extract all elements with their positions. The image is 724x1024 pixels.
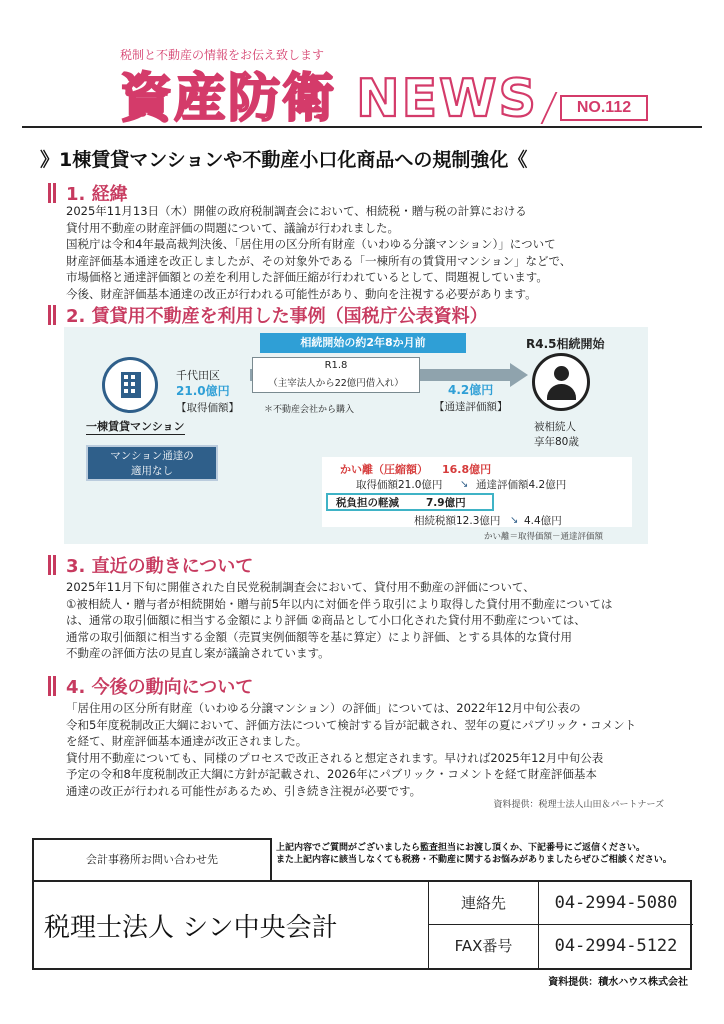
arrow-down-icon: ↘ [460, 479, 469, 490]
contact-note-line-1: 上記内容でご質問がございましたら監査担当にお渡し頂くか、下記番号にご返信ください。 [276, 843, 646, 853]
gap-value: 16.8億円 [442, 463, 492, 476]
eval-row: 通達評価額4.2億円 [476, 479, 567, 491]
section-3-title: 3. 直近の動きについて [48, 552, 253, 578]
timeline-arrow-head [510, 363, 528, 387]
acquire-label: 【取得価額】 [176, 402, 239, 414]
location: 千代田区 [176, 369, 220, 382]
rule-badge-line-2: 適用なし [131, 465, 173, 477]
contact-note-line-2: また上記内容に該当しなくても税務・不動産に関するお悩みがありましたらぜひご相談ください。 [276, 855, 672, 865]
issue-number: NO.112 [560, 95, 648, 121]
section-4-body: 「居住用の区分所有財産（いわゆる分譲マンション）の評価」については、2022年12月中旬公表の 令和5年度税制改正大綱において、評価方法について検討する旨が記載され、翌年の夏にパブリック・コメント を経て、財産評価基本通達が改正されました。 貸付用不動産についても、同様のプロセスで改正されると想定されます。早ければ2025年12月中旬公表 予定の令和8年度税制改正大綱に方針が記載され、2026年にパブリック・コメントを経て財産評価基本 通達の改正が行われる可能性があるため、引き続き注視が必要です。 [66, 701, 637, 798]
page-headline: 》1棟賃貸マンションや不動産小口化商品への規制強化《 [40, 149, 528, 171]
footer-source: 資料提供：積水ハウス株式会社 [548, 977, 688, 988]
tax-after: 4.4億円 [524, 515, 562, 527]
section-2-title: 2. 賃貸用不動産を利用した事例（国税庁公表資料） [48, 302, 488, 328]
tsutatsu-value: 4.2億円 [448, 383, 494, 397]
section-1-title: 1. 経緯 [48, 180, 128, 206]
gap-label: かい離（圧縮額） [340, 463, 428, 476]
case-diagram [64, 327, 648, 544]
acquire-value: 21.0億円 [176, 384, 230, 398]
section-3-body: 2025年11月下旬に開催された自民党税制調査会において、貸付用不動産の評価について、 ①被相続人・贈与者が相続開始・贈与前5年以内に対価を伴う取引により取得した貸付用不動産については は、通常の取引価額に相当する金額により評価 ②商品として小口化された貸付用不動産については、 通常の取引価額に相当する金額（売買実例価額等を基に算定）により評価、とする具体的な貸付用 不動産の評価方法の見直し案が議論されています。 [66, 580, 613, 660]
masthead-title [118, 62, 538, 132]
inquiry-label: 会計事務所お問い合わせ先 [32, 838, 272, 882]
masthead [118, 62, 538, 132]
tax-row: 相続税額12.3億円 [414, 515, 501, 527]
tagline: 税制と不動産の情報をお伝え致します [120, 48, 325, 62]
tax-relief-label: 税負担の軽減 [336, 497, 399, 509]
acq-row: 取得価額21.0億円 [356, 479, 443, 491]
arrow-down-icon-2: ↘ [510, 515, 519, 526]
phone-label: 連絡先 [429, 882, 539, 924]
deal-note: ＊不動産会社から購入 [264, 405, 355, 415]
rule-badge [86, 445, 218, 481]
building-label: 一棟賃貸マンション [86, 420, 185, 433]
building-icon [102, 357, 158, 413]
rule-badge-line-1: マンション通達の [110, 450, 194, 462]
contact-note [276, 842, 696, 866]
tsutatsu-label: 【通達評価額】 [434, 401, 508, 413]
credit-line: 資料提供：税理士法人山田＆パートナーズ [493, 800, 664, 810]
start-label: R4.5相続開始 [526, 337, 605, 351]
firm-name: 税理士法人 シン中央会計 [44, 913, 338, 943]
deal-detail: （主宰法人から22億円借入れ） [268, 378, 404, 389]
headline-rule [22, 126, 702, 128]
phone-number[interactable]: 04-2994-5080 [554, 893, 678, 913]
deceased-age: 享年80歳 [534, 436, 579, 448]
fax-label: FAX番号 [429, 925, 539, 968]
tax-relief-value: 7.9億円 [426, 497, 466, 509]
fax-row [429, 925, 693, 968]
fax-number[interactable]: 04-2994-5122 [554, 936, 678, 956]
contact-box [32, 838, 692, 970]
contact-grid [428, 882, 692, 968]
period-banner: 相続開始の約2年8か月前 [260, 333, 466, 353]
contact-main [32, 880, 692, 970]
deal-date: R1.8 [324, 360, 348, 371]
person-icon [532, 353, 590, 411]
formula: かい離＝取得価額－通達評価額 [484, 532, 604, 542]
section-4-title: 4. 今後の動向について [48, 673, 253, 699]
deceased-label: 被相続人 [534, 421, 576, 433]
phone-row [429, 882, 693, 925]
section-1-body: 2025年11月13日（木）開催の政府税制調査会において、相続税・贈与税の計算における 貸付用不動産の財産評価の問題について、議論が行われました。 国税庁は令和4年最高裁判決後、「居住用の区分所有財産（いわゆる分譲マンション）」について 財産評価基本通達を改正しましたが、その対象外である「一棟所有の賃貸用マンション」などで、 市場価格と通達評価額との差を利用した評価圧縮が行われているとして、問題視しています。 今後、財産評価基本通達の改正が行われる可能性があり、動向を注視する必要があります。 [66, 204, 572, 301]
svg-text:資産防衛 NEWS: 資産防衛 NEWS [120, 69, 538, 129]
